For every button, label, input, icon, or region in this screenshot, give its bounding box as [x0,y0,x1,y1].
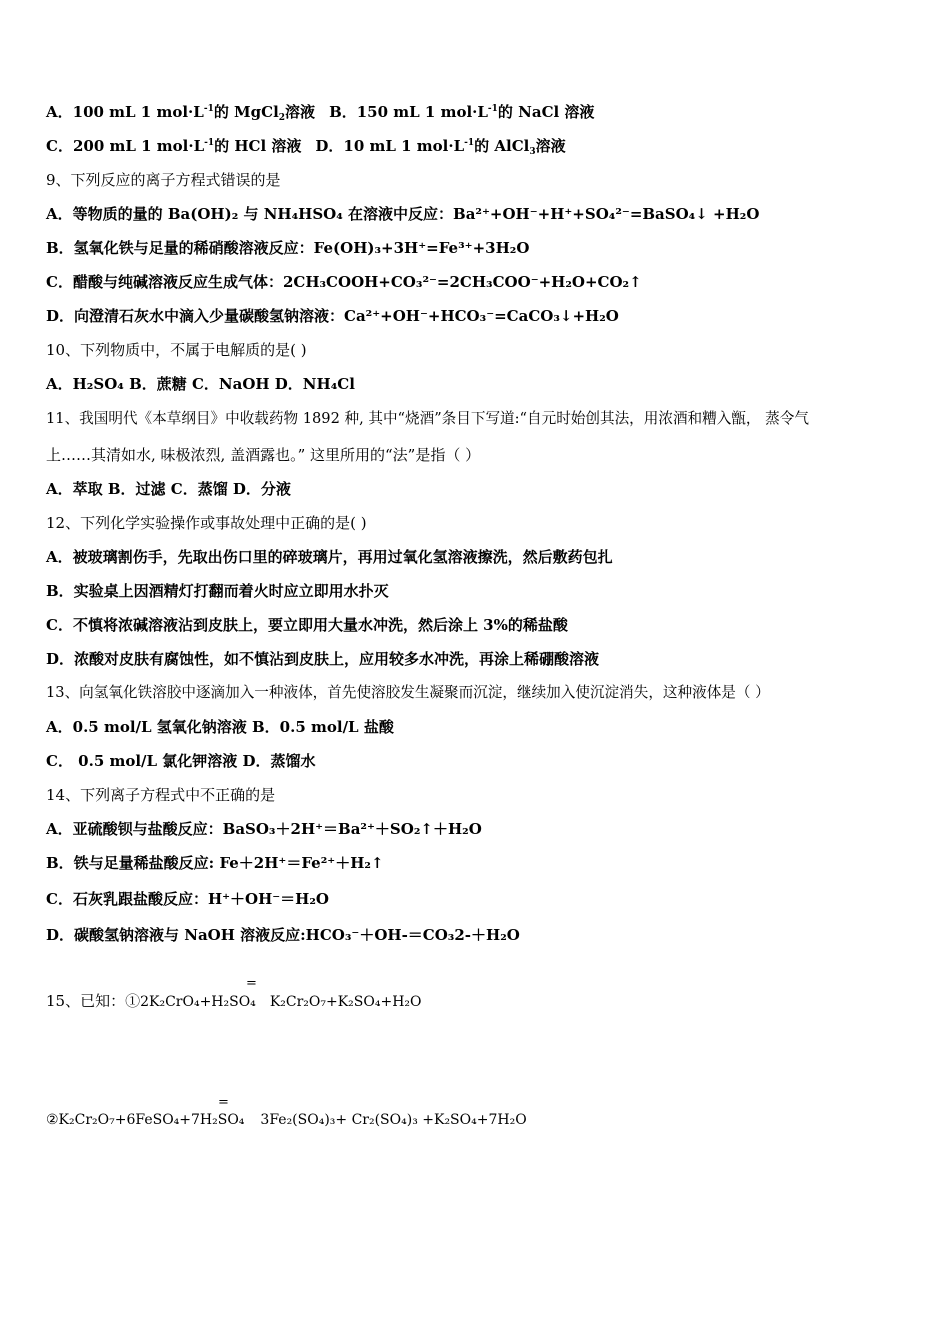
q9-option-c: C．醋酸与纯碱溶液反应生成气体：2CH₃COOH+CO₃²⁻=2CH₃COO⁻+H₂O+CO₂↑ [46,273,642,291]
q15-stem: 15、已知：① [46,992,141,1010]
q13-options-cd: C． 0.5 mol/L 氯化钾溶液 D．蒸馏水 [46,752,316,770]
q11-options: A．萃取 B．过滤 C．蒸馏 D．分液 [46,480,291,498]
q9-stem: 9、下列反应的离子方程式错误的是 [46,171,281,189]
q14-option-b: B．铁与足量稀盐酸反应: Fe＋2H⁺＝Fe²⁺＋H₂↑ [46,854,384,872]
q10-options: A．H₂SO₄ B．蔗糖 C．NaOH D．NH₄Cl [46,375,355,393]
q12-option-b: B．实验桌上因酒精灯打翻而着火时应立即用水扑灭 [46,582,389,600]
q12-option-a: A．被玻璃割伤手，先取出伤口里的碎玻璃片，再用过氧化氢溶液擦洗，然后敷药包扎 [46,548,613,566]
q14-option-a: A．亚硫酸钡与盐酸反应：BaSO₃＋2H⁺＝Ba²⁺＋SO₂↑＋H₂O [46,820,482,838]
q11-stem-line2: 上……其清如水, 味极浓烈, 盖酒露也。” 这里所用的“法”是指（ ） [46,446,481,464]
q15-eq2-sign: = [218,1095,229,1110]
q15-eq1-sign: = [246,976,257,991]
q15-equation-1: 15、已知：①2K₂CrO₄+H₂SO₄ K₂Cr₂O₇+K₂SO₄+H₂O [46,992,422,1010]
q9-option-b: B．氢氧化铁与足量的稀硝酸溶液反应：Fe(OH)₃+3H⁺=Fe³⁺+3H₂O [46,239,530,257]
q8-option-d: D．10 mL 1 mol·L [315,137,465,155]
q14-option-c: C．石灰乳跟盐酸反应：H⁺＋OH⁻＝H₂O [46,890,329,908]
q10-stem: 10、下列物质中，不属于电解质的是( ) [46,341,307,359]
q13-options-ab: A．0.5 mol/L 氢氧化钠溶液 B．0.5 mol/L 盐酸 [46,718,394,736]
q15-equation-2: ②K₂Cr₂O₇+6FeSO₄+7H₂SO₄ 3Fe₂(SO₄)₃+ Cr₂(SO₄)₃ +K₂SO₄+7H₂O [46,1112,527,1128]
q8-options-cd: C．200 mL 1 $mol\cdot L^{-1}$的 HCl 溶液 D．10 mL 1 $mol\cdot L^{-1}$的 AlCl$_3$溶液 [46,137,566,157]
q12-stem: 12、下列化学实验操作或事故处理中正确的是( ) [46,514,367,532]
q12-option-d: D．浓酸对皮肤有腐蚀性，如不慎沾到皮肤上，应用较多水冲洗，再涂上稀硼酸溶液 [46,650,600,668]
q8-options-ab: A．100 mL 1 $mol\cdot L^{-1}$的 MgCl$_2$溶液 B．150 mL 1 $mol\cdot L^{-1}$的 NaCl 溶液 [46,103,595,123]
q14-stem: 14、下列离子方程式中不正确的是 [46,786,276,804]
q8-option-a: A．100 mL 1 mol·L [46,103,204,121]
q8-option-c: C．200 mL 1 mol·L [46,137,205,155]
q14-option-d: D．碳酸氢钠溶液与 NaOH 溶液反应:HCO₃⁻＋OH-＝CO₃2-＋H₂O [46,926,520,944]
q13-stem: 13、向氢氧化铁溶胶中逐滴加入一种液体，首先使溶胶发生凝聚而沉淀，继续加入使沉淀消失，这种液体是（ ） [46,684,770,701]
q8-option-b: B．150 mL 1 mol·L [329,103,488,121]
q9-option-a: A．等物质的量的 Ba(OH)₂ 与 NH₄HSO₄ 在溶液中反应：Ba²⁺+OH⁻+H⁺+SO₄²⁻=BaSO₄↓ +H₂O [46,205,760,223]
q11-stem-line1: 11、我国明代《本草纲目》中收载药物 1892 种, 其中“烧酒”条目下写道:“自元时始创其法，用浓酒和糟入甑， 蒸令气 [46,410,809,427]
q12-option-c: C．不慎将浓碱溶液沾到皮肤上，要立即用大量水冲洗，然后涂上 3%的稀盐酸 [46,616,568,634]
q9-option-d: D．向澄清石灰水中滴入少量碳酸氢钠溶液：Ca²⁺+OH⁻+HCO₃⁻=CaCO₃↓+H₂O [46,307,619,325]
